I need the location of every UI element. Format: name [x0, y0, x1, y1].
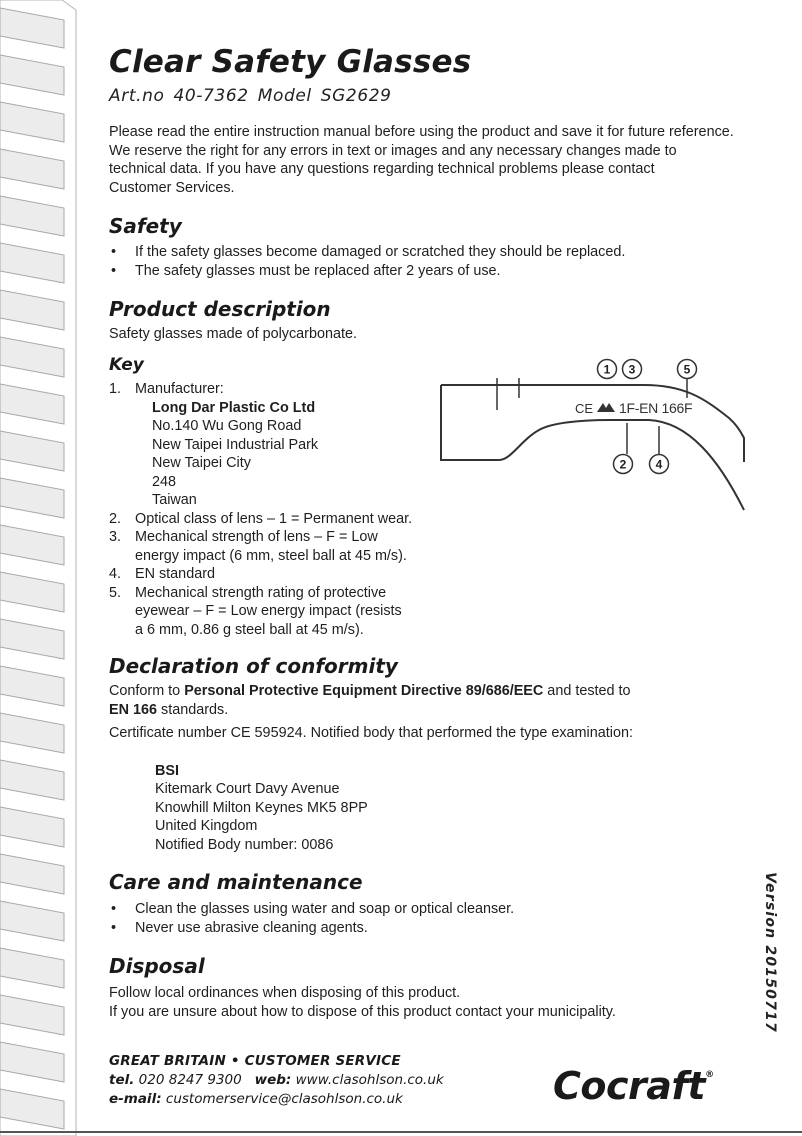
list-item: • If the safety glasses become damaged or scratched they should be replaced. [109, 243, 749, 262]
glasses-temple-diagram [439, 350, 759, 520]
safety-list [109, 243, 749, 280]
key-heading: Key [109, 355, 144, 375]
lens-marking: 1F-EN 166F [619, 400, 693, 416]
care-heading: Care and maintenance [109, 870, 363, 894]
article-model-line [109, 86, 401, 106]
disposal-text: Follow local ordinances when disposing of this product. If you are unsure about how to dispose of this product contact your municipality. [109, 985, 616, 1020]
ce-mark: CE [575, 401, 594, 416]
manufacturer-logo-icon [597, 403, 615, 412]
safety-heading: Safety [109, 214, 182, 238]
product-description-heading: Product description [109, 297, 331, 321]
callout-label: 3 [628, 362, 636, 377]
art-label: Art.no [109, 86, 165, 106]
footer-contact [109, 1052, 549, 1109]
key-item-4: 4. EN standard [109, 566, 215, 582]
callout-label: 2 [619, 457, 627, 472]
list-item: • Never use abrasive cleaning agents. [109, 919, 729, 938]
key-item-2: 2. Optical class of lens – 1 = Permanent wear. [109, 510, 413, 527]
brand-logo: Cocraft® [553, 1064, 714, 1108]
conformity-text: Conform to Personal Protective Equipment Directive 89/686/EEC and tested to EN 166 standards. Certificate number CE 595924. Notified body that performed the type examination: BSI Kitemark Court Davy Avenue Knowhill Milton Keynes MK5 8PP United Kingdom Notified Body number: 0086 [109, 682, 759, 854]
bottom-divider [0, 1131, 802, 1133]
disposal-heading: Disposal [109, 954, 205, 978]
notified-body-address: BSI Kitemark Court Davy Avenue Knowhill Milton Keynes MK5 8PP United Kingdom Notified Body number: 0086 [155, 762, 368, 853]
version-label: Version 20150717 [762, 872, 778, 1033]
model-label: Model [257, 86, 312, 106]
key-item-3: 3. Mechanical strength of lens – F = Low energy impact (6 mm, steel ball at 45 m/s). [109, 529, 407, 564]
list-item: • The safety glasses must be replaced after 2 years of use. [109, 262, 749, 281]
page-title: Clear Safety Glasses [109, 44, 472, 80]
callout-label: 4 [655, 457, 663, 472]
key-item-5: 5. Mechanical strength rating of protective eyewear – F = Low energy impact (resists a 6 mm, 0.86 g steel ball at 45 m/s). [109, 584, 402, 638]
callout-label: 5 [683, 362, 691, 377]
intro-text: Please read the entire instruction manual before using the product and save it for future reference. We reserve the right for any errors in text or images and any necessary changes made to technical data. If you have any questions regarding technical problems please contact Customer Services. [109, 124, 734, 196]
footer-phone-web: tel. 020 8247 9300 web: www.clasohlson.co.uk [109, 1072, 444, 1088]
binding-tabs-decoration [0, 0, 80, 1136]
conformity-heading: Declaration of conformity [109, 654, 398, 678]
product-description-text: Safety glasses made of polycarbonate. [109, 326, 357, 342]
email-link[interactable]: customerservice@clasohlson.co.uk [165, 1091, 403, 1107]
footer-email: e-mail: customerservice@clasohlson.co.uk [109, 1091, 403, 1107]
temple-outline-top [441, 385, 744, 462]
footer-heading: GREAT BRITAIN • CUSTOMER SERVICE [109, 1053, 401, 1069]
care-list [109, 900, 729, 937]
key-item-1: 1. Manufacturer: Long Dar Plastic Co Ltd No.140 Wu Gong Road New Taipei Industrial Park New Taipei City 248 Taiwan [109, 380, 429, 510]
manufacturer-address: Long Dar Plastic Co Ltd No.140 Wu Gong Road New Taipei Industrial Park New Taipei City 248 Taiwan [152, 399, 319, 508]
model-number: SG2629 [320, 86, 392, 106]
key-list [109, 380, 429, 639]
website-link[interactable]: www.clasohlson.co.uk [295, 1072, 444, 1088]
callout-label: 1 [603, 362, 611, 377]
list-item: • Clean the glasses using water and soap or optical cleanser. [109, 900, 729, 919]
art-number: 40-7362 [173, 86, 249, 106]
